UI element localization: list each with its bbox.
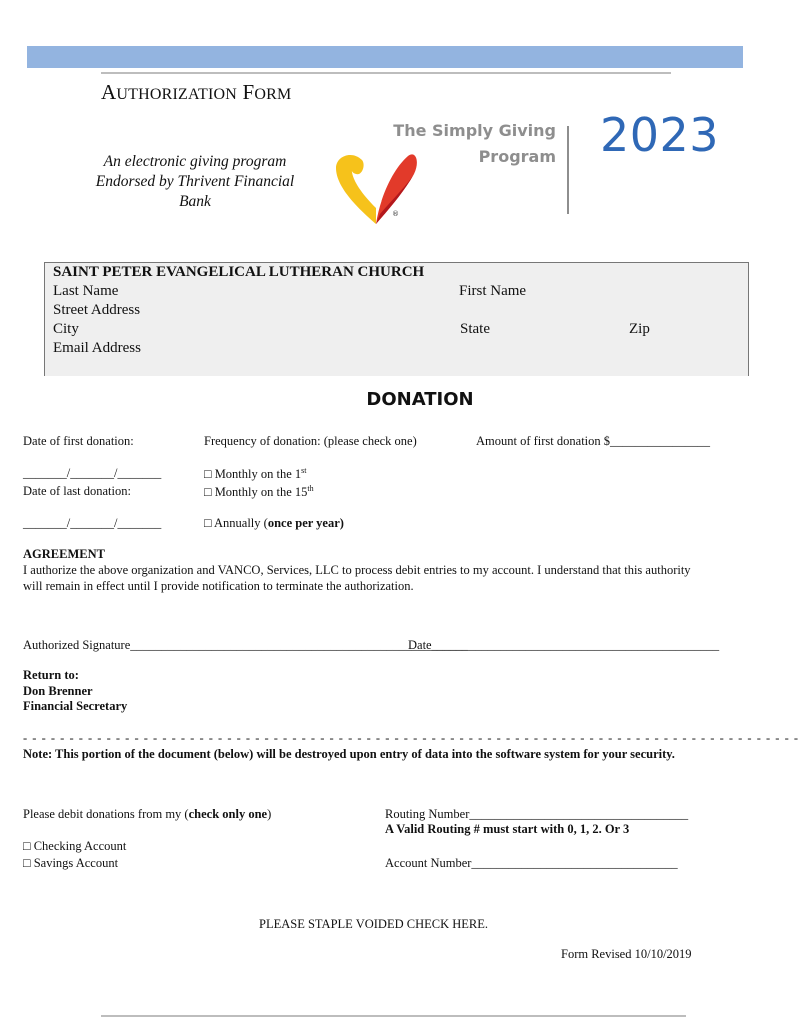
signature-date-field[interactable]: Date______________________________________________ xyxy=(408,638,720,652)
return-to-title: Financial Secretary xyxy=(23,699,128,713)
email-label: Email Address xyxy=(53,340,141,356)
donation-heading: DONATION xyxy=(366,389,474,410)
option-savings-label: Savings Account xyxy=(33,856,119,870)
header-rule xyxy=(101,72,671,74)
checkbox-icon[interactable]: □ xyxy=(204,467,212,482)
last-donation-date-label: Date of last donation: xyxy=(23,484,131,498)
first-date-blank[interactable]: _______/_______/_______ xyxy=(23,466,162,480)
checkbox-icon[interactable]: □ xyxy=(204,516,212,530)
agreement-text: I authorize the above organization and VANCO, Services, LLC to process debit entries to my account. I understand that this authority will remain in effect until I provide notification to terminate the authorization. xyxy=(23,563,691,593)
title-initial-a: A xyxy=(101,80,117,104)
debit-question-emphasis: check only one xyxy=(188,807,268,821)
program-tagline xyxy=(60,152,330,212)
checkbox-icon[interactable]: □ xyxy=(23,839,31,853)
church-row xyxy=(45,263,748,283)
option-monthly-15th-label: Monthly on the 15 xyxy=(214,485,308,500)
title-word-authorization: UTHORIZATION xyxy=(116,86,237,103)
account-number-field[interactable]: Account Number_________________________________ xyxy=(385,856,678,870)
last-date-blank[interactable]: _______/_______/_______ xyxy=(23,516,162,530)
header-divider xyxy=(567,126,569,214)
program-line-1: The Simply Giving xyxy=(393,121,556,140)
option-annually-emphasis: once per year) xyxy=(267,516,344,530)
option-monthly-15th[interactable] xyxy=(204,484,314,500)
option-monthly-1st[interactable] xyxy=(204,466,307,482)
donor-info-box xyxy=(44,262,749,376)
program-line-2: Program xyxy=(478,147,556,166)
header-color-bar xyxy=(27,46,743,68)
checkbox-icon[interactable]: □ xyxy=(23,856,31,870)
simply-giving-heading xyxy=(380,118,556,170)
form-revision: Form Revised 10/10/2019 xyxy=(561,947,692,961)
debit-question-prefix: Please debit donations from my ( xyxy=(23,807,189,821)
return-to-label: Return to: xyxy=(23,668,79,682)
city-label: City xyxy=(53,321,79,337)
debit-account-question xyxy=(23,807,271,822)
ordinal-st: st xyxy=(301,466,307,475)
option-checking[interactable] xyxy=(23,839,126,854)
first-donation-date-label: Date of first donation: xyxy=(23,434,134,448)
street-address-label: Street Address xyxy=(53,302,141,318)
street-row[interactable] xyxy=(45,301,748,321)
return-to-name: Don Brenner xyxy=(23,683,93,698)
tagline-line-2: Endorsed by Thrivent Financial xyxy=(95,173,295,190)
blank-row[interactable] xyxy=(45,358,748,376)
email-row[interactable] xyxy=(45,339,748,359)
detach-note: Note: This portion of the document (below) will be destroyed upon entry of data into the software system for your security. xyxy=(23,747,675,761)
checkbox-icon[interactable]: □ xyxy=(204,485,212,500)
routing-number-field[interactable]: Routing Number___________________________________ xyxy=(385,807,689,821)
option-checking-label: Checking Account xyxy=(33,839,127,853)
option-monthly-1st-label: Monthly on the 1 xyxy=(214,467,302,482)
ordinal-th: th xyxy=(307,484,314,493)
form-title xyxy=(101,80,291,105)
staple-instruction: PLEASE STAPLE VOIDED CHECK HERE. xyxy=(259,917,488,931)
frequency-label: Frequency of donation: (please check one) xyxy=(204,434,417,448)
agreement-heading: AGREEMENT xyxy=(23,547,105,561)
state-label: State xyxy=(460,321,490,337)
tagline-line-3: Bank xyxy=(179,193,211,210)
tagline-line-1: An electronic giving program xyxy=(103,153,287,170)
option-annually-label: Annually ( xyxy=(214,516,268,530)
detach-line: - - - - - - - - - - - - - - - - - - - - - - - - - - - - - - - - - - - - - - - - - - - - - - - - - - - - - - - - - - - - - - - - - - - - - - - - - - - - - - - - - - - - xyxy=(23,731,799,745)
church-name: SAINT PETER EVANGELICAL LUTHERAN CHURCH xyxy=(53,264,425,280)
return-to-block xyxy=(23,668,127,715)
last-name-label: Last Name xyxy=(53,283,119,299)
routing-number-note: A Valid Routing # must start with 0, 1, 2. Or 3 xyxy=(385,822,630,836)
registered-mark: ® xyxy=(392,210,399,218)
name-row[interactable] xyxy=(45,282,748,302)
title-word-form: ORM xyxy=(254,86,292,103)
zip-label: Zip xyxy=(629,321,650,337)
option-savings[interactable] xyxy=(23,856,118,871)
signature-field[interactable]: Authorized Signature______________________________________________________ xyxy=(23,638,468,652)
first-amount-field[interactable]: Amount of first donation $________________ xyxy=(476,434,711,448)
footer-rule xyxy=(101,1015,686,1017)
form-year: 2023 xyxy=(600,108,720,162)
first-name-label: First Name xyxy=(459,283,527,299)
debit-question-suffix: ) xyxy=(267,807,272,821)
agreement-section xyxy=(23,546,713,594)
title-initial-f: F xyxy=(242,80,255,104)
option-annually[interactable] xyxy=(204,516,344,531)
city-row[interactable] xyxy=(45,320,748,340)
